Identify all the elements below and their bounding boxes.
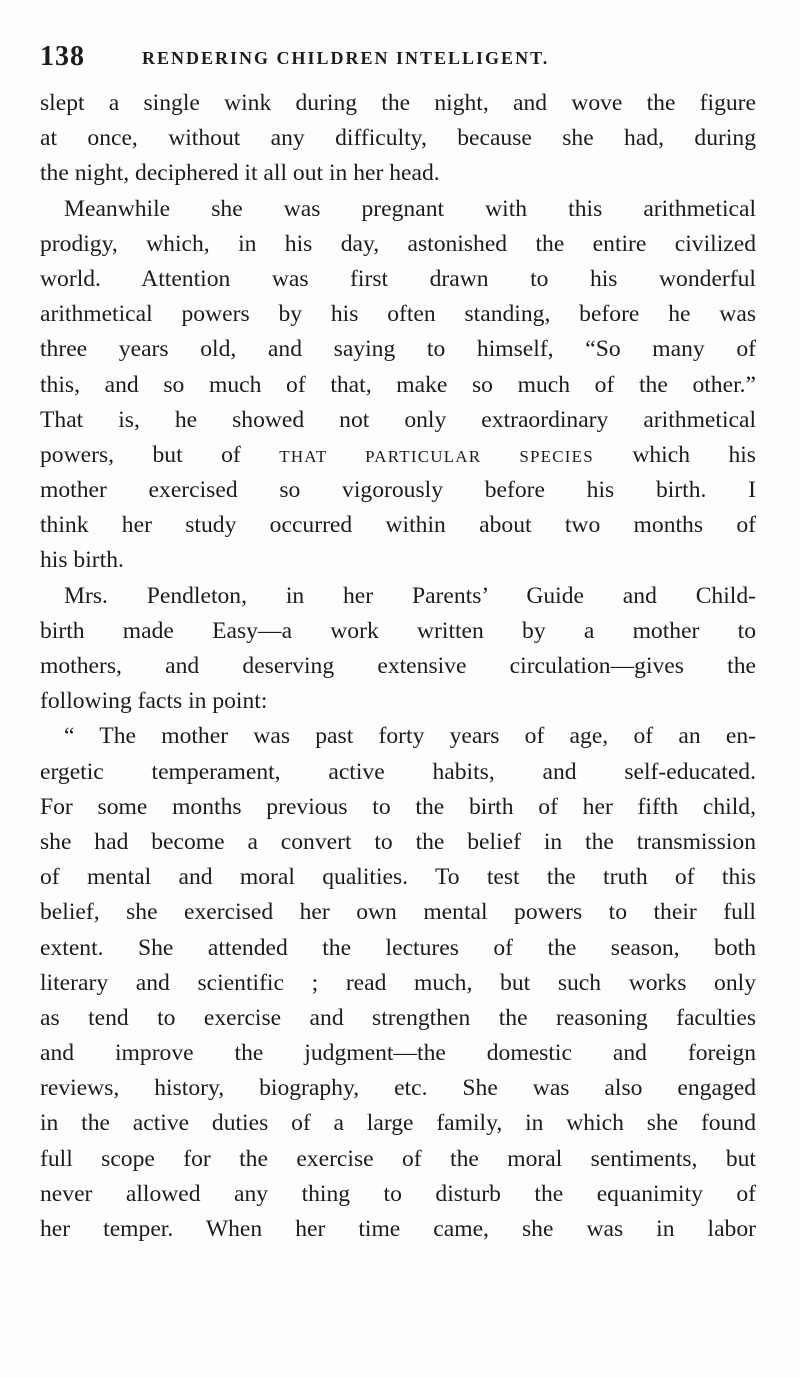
text-line: belief, she exercised her own mental powers to their full bbox=[40, 899, 756, 926]
page-number: 138 bbox=[40, 41, 85, 72]
text-line: prodigy, which, in his day, astonished the entire civilized bbox=[40, 230, 756, 257]
text-line: the night, deciphered it all out in her head. bbox=[40, 160, 440, 187]
text-line: world. Attention was first drawn to his wonderful bbox=[40, 265, 756, 292]
text-line: reviews, history, biography, etc. She was also engaged bbox=[40, 1075, 756, 1102]
text-line: her temper. When her time came, she was in labor bbox=[40, 1216, 756, 1242]
running-title: RENDERING CHILDREN INTELLIGENT. bbox=[142, 48, 550, 68]
text-line: arithmetical powers by his often standing, before he was bbox=[40, 301, 756, 328]
text-line: “ The mother was past forty years of age, of an en- bbox=[64, 723, 756, 750]
text-line: slept a single wink during the night, and wove the figure bbox=[40, 90, 756, 116]
text-run: which his bbox=[593, 441, 756, 468]
text-line: birth made Easy—a work written by a mother to bbox=[40, 617, 756, 644]
text-line: extent. She attended the lectures of the season, both bbox=[40, 934, 756, 961]
text-line: this, and so much of that, make so much of the other.” bbox=[40, 371, 756, 398]
text-line: literary and scientific ; read much, but such works only bbox=[40, 969, 756, 996]
text-line: ergetic temperament, active habits, and self-educated. bbox=[40, 758, 756, 785]
text-line: Mrs. Pendleton, in her Parents’ Guide and Child- bbox=[64, 582, 756, 609]
text-line: in the active duties of a large family, in which she found bbox=[40, 1110, 756, 1137]
text-line: three years old, and saying to himself, “So many of bbox=[40, 336, 756, 363]
text-line: his birth. bbox=[40, 547, 124, 574]
text-line: and improve the judgment—the domestic and foreign bbox=[40, 1040, 756, 1067]
text-line: following facts in point: bbox=[40, 688, 268, 715]
text-line: mothers, and deserving extensive circulation—gives the bbox=[40, 653, 756, 679]
text-line: at once, without any difficulty, because she had, during bbox=[40, 125, 756, 152]
text-line: of mental and moral qualities. To test the truth of this bbox=[40, 864, 756, 891]
text-line bbox=[40, 438, 756, 473]
text-line: Meanwhile she was pregnant with this arithmetical bbox=[64, 195, 756, 222]
body-text bbox=[40, 86, 756, 1247]
running-head bbox=[40, 40, 752, 74]
text-line: as tend to exercise and strengthen the reasoning faculties bbox=[40, 1004, 756, 1031]
text-line: That is, he showed not only extraordinary arithmetical bbox=[40, 406, 756, 433]
text-line: think her study occurred within about two months of bbox=[40, 512, 756, 539]
small-caps-phrase: THAT PARTICULAR SPECIES bbox=[279, 446, 594, 466]
text-line: For some months previous to the birth of her fifth child, bbox=[40, 793, 756, 820]
text-run: powers, but of bbox=[40, 441, 280, 468]
text-line: full scope for the exercise of the moral sentiments, but bbox=[40, 1145, 756, 1172]
text-line: never allowed any thing to disturb the equanimity of bbox=[40, 1180, 756, 1207]
text-line: she had become a convert to the belief in the transmission bbox=[40, 828, 756, 855]
text-line: mother exercised so vigorously before his birth. I bbox=[40, 477, 756, 504]
